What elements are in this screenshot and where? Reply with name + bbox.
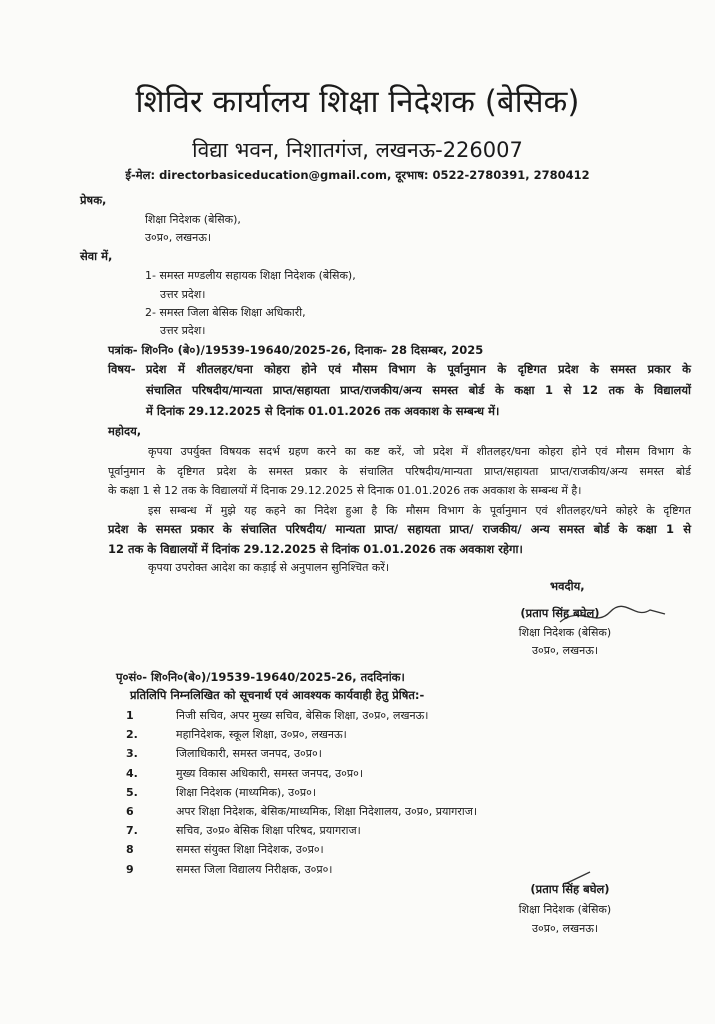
- body-line: कृपया उपर्युक्त विषयक सदर्भ ग्रहण करने का कष्ट करें, जो प्रदेश में शीतलहर/घना कोहरा होने एवं मौसम विभाग के: [148, 445, 691, 458]
- item-number: 8: [126, 843, 134, 857]
- signatory-location: उ०प्र०, लखनऊ।: [531, 644, 599, 657]
- recipient-line: 2- समस्त जिला बेसिक शिक्षा अधिकारी,: [145, 306, 306, 319]
- item-text: जिलाधिकारी, समस्त जनपद, उ०प्र०।: [176, 747, 322, 761]
- recipient-line: उत्तर प्रदेश।: [160, 324, 206, 337]
- body-line: पूर्वानुमान के दृष्टिगत प्रदेश के समस्त प्रकार के संचालित परिषदीय/मान्यता प्राप्त/सहायता प्राप्त/राजकीय/अन्य समस्त बोर्ड: [108, 465, 691, 478]
- office-contact: ई-मेल: directorbasiceducation@gmail.com, दूरभाष: 0522-2780391, 2780412: [125, 168, 590, 182]
- item-number: 9: [126, 862, 134, 876]
- sender-line: उ०प्र०, लखनऊ।: [145, 231, 212, 244]
- copy-list-item: [126, 862, 332, 877]
- item-number: 1: [126, 709, 134, 722]
- subject-line: में दिनांक 29.12.2025 से दिनांक 01.01.2026 तक अवकाश के सम्बन्ध में।: [146, 404, 500, 418]
- copy-list-item: [126, 804, 477, 819]
- recipients-label: सेवा में,: [80, 249, 113, 263]
- copy-list-item: [126, 766, 363, 781]
- endorsement-intro: प्रतिलिपि निम्नलिखित को सूचनार्थ एवं आवश्यक कार्यवाही हेतु प्रेषित:-: [130, 688, 425, 702]
- body-line: 12 तक के विद्यालयों में दिनांक 29.12.2025 से दिनांक 01.01.2026 तक अवकाश रहेगा।: [108, 542, 523, 556]
- body-line: के कक्षा 1 से 12 तक के विद्यालयों में दिनाक 29.12.2025 से दिनाक 01.01.2026 तक अवकाश के सम्बन्ध में है।: [108, 484, 582, 497]
- copy-list-item: [126, 842, 324, 857]
- item-number: 4.: [126, 766, 138, 780]
- item-text: महानिदेशक, स्कूल शिक्षा, उ०प्र०, लखनऊ।: [176, 728, 347, 742]
- body-line: कृपया उपरोक्त आदेश का कड़ाई से अनुपालन सुनिश्चित करें।: [148, 561, 390, 574]
- item-text: समस्त जिला विद्यालय निरीक्षक, उ०प्र०।: [176, 862, 333, 876]
- copy-list-item: [126, 708, 428, 723]
- copy-list-item: [126, 727, 347, 742]
- subject-line: संचालित परिषदीय/मान्यता प्राप्त/सहायता प्राप्त/राजकीय/अन्य समस्त बोर्ड के कक्षा 1 से 12 तक के विद्यालयों: [146, 383, 691, 397]
- signatory-location: उ०प्र०, लखनऊ।: [531, 922, 599, 935]
- letter-reference: पत्रांक- शि०नि० (बे०)/19539-19640/2025-26, दिनाक- 28 दिसम्बर, 2025: [108, 343, 484, 357]
- item-text: सचिव, उ०प्र० बेसिक शिक्षा परिषद, प्रयागराज।: [176, 824, 361, 838]
- salutation: महोदय,: [108, 424, 142, 438]
- endorsement-reference: पृ०सं०- शि०नि०(बे०)/19539-19640/2025-26, तददिनांक।: [116, 670, 405, 684]
- item-number: 2.: [126, 728, 138, 742]
- item-number: 5.: [126, 785, 138, 799]
- signatory-name: (प्रताप सिंह बघेल): [520, 606, 600, 620]
- item-text: शिक्षा निदेशक (माध्यमिक), उ०प्र०।: [176, 785, 317, 799]
- item-number: 6: [126, 805, 134, 818]
- recipient-line: उत्तर प्रदेश।: [160, 288, 206, 301]
- item-number: 7.: [126, 824, 138, 838]
- closing: भवदीय,: [550, 579, 585, 593]
- subject-label: विषय-: [108, 362, 136, 376]
- copy-list-item: [126, 746, 322, 761]
- item-text: समस्त संयुक्त शिक्षा निदेशक, उ०प्र०।: [176, 843, 324, 857]
- item-number: 3.: [126, 747, 138, 761]
- sender-label: प्रेषक,: [80, 193, 107, 207]
- body-line: प्रदेश के समस्त प्रकार के संचालित परिषदीय/ मान्यता प्राप्त/ सहायता प्राप्त/ राजकीय/ अन्य समस्त बोर्ड के कक्षा 1 से: [108, 522, 691, 536]
- signatory-designation: शिक्षा निदेशक (बेसिक): [518, 626, 612, 639]
- sender-line: शिक्षा निदेशक (बेसिक),: [145, 213, 241, 226]
- body-line: इस सम्बन्ध में मुझे यह कहने का निदेश हुआ है कि मौसम विभाग के पूर्वानुमान एवं शीतलहर/घने कोहरे के दृष्टिगत: [148, 504, 691, 517]
- copy-list-item: [126, 785, 316, 800]
- recipient-line: 1- समस्त मण्डलीय सहायक शिक्षा निदेशक (बेसिक),: [145, 269, 356, 282]
- copy-list-item: [126, 823, 361, 838]
- office-title: शिविर कार्यालय शिक्षा निदेशक (बेसिक): [135, 84, 580, 120]
- office-address: विद्या भवन, निशातगंज, लखनऊ-226007: [192, 138, 523, 162]
- item-text: निजी सचिव, अपर मुख्य सचिव, बेसिक शिक्षा, उ०प्र०, लखनऊ।: [176, 709, 429, 722]
- item-text: अपर शिक्षा निदेशक, बेसिक/माध्यमिक, शिक्षा निदेशालय, उ०प्र०, प्रयागराज।: [176, 805, 478, 818]
- subject-line: प्रदेश में शीतलहर/घना कोहरा होने एवं मौसम विभाग के पूर्वानुमान के दृष्टिगत प्रदेश के समस्त प्रकार के: [146, 362, 691, 376]
- signatory-name: (प्रताप सिंह बघेल): [530, 882, 610, 896]
- signatory-designation: शिक्षा निदेशक (बेसिक): [518, 903, 612, 916]
- item-text: मुख्य विकास अधिकारी, समस्त जनपद, उ०प्र०।: [176, 766, 364, 780]
